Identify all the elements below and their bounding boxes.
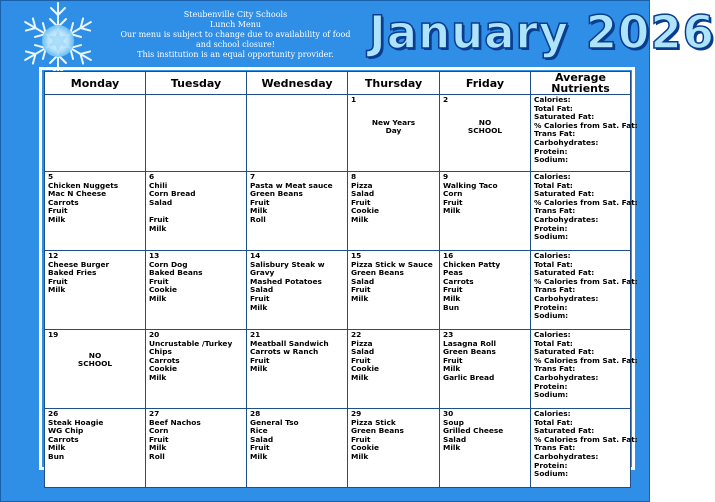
nutrient-label: Trans Fat: [534,129,576,139]
menu-item: Cheese Burger [48,259,110,269]
day-number: 14 [250,251,261,260]
day-cell-tuesday [146,409,247,488]
nutrient-label: Protein: [534,223,568,233]
menu-item: Cookie [351,364,380,374]
nutrient-label: Protein: [534,460,568,470]
menu-item: Rice [250,426,268,436]
day-cell-tuesday [146,172,247,251]
day-cell-friday [440,95,531,172]
nutrients-cell [531,95,638,172]
menu-item: Fruit [250,355,270,365]
nutrient-label: Trans Fat: [534,443,576,453]
menu-item: Chili [149,180,168,190]
day-cell-friday [440,409,531,488]
menu-item: Fruit [149,434,169,444]
menu-item: Milk [443,443,461,453]
day-cell-monday [45,95,146,172]
nutrients-cell [531,409,638,488]
nutrient-label: Sodium: [534,469,569,479]
day-cell-friday [440,172,531,251]
day-number: 15 [351,251,362,260]
menu-item: General Tso [250,417,299,427]
nutrient-label: Protein: [534,302,568,312]
nutrient-label: Saturated Fat: [534,347,595,357]
menu-item: Fruit [351,285,371,295]
menu-item: Fruit [443,285,463,295]
menu-item: Pizza [351,180,373,190]
day-cell-wednesday [247,330,348,409]
day-number: 1 [351,95,357,104]
menu-item: Fruit [443,197,463,207]
menu-item: Green Beans [250,189,303,199]
nutrient-label: Total Fat: [534,103,573,113]
menu-item: Milk [443,206,461,216]
menu-item: Milk [48,214,66,224]
menu-item: Cookie [149,364,178,374]
column-header-friday: Friday [440,72,531,95]
nutrient-label: Total Fat: [534,180,573,190]
menu-item: Green Beans [443,347,496,357]
menu-item: Pizza Stick w Sauce [351,259,433,269]
menu-item: Baked Fries [48,268,97,278]
menu-item: Salad [250,434,274,444]
column-header-wednesday: Wednesday [247,72,348,95]
nutrient-label: % Calories from Sat. Fat: [534,197,638,207]
day-note: New Years Day [371,117,416,136]
menu-item: Milk [443,364,461,374]
day-cell-friday [440,251,531,330]
menu-item: Green Beans [351,426,404,436]
menu-item: Salisbury Steak w [250,259,325,269]
menu-item: Walking Taco [443,180,498,190]
nutrient-label: Carbohydrates: [534,293,599,303]
menu-item: Pasta w Meat sauce [250,180,333,190]
menu-item: Carrots [48,197,79,207]
day-number: 16 [443,251,454,260]
day-cell-wednesday [247,95,348,172]
menu-item: Mashed Potatoes [250,276,322,286]
menu-item: Bun [443,302,460,312]
nutrient-label: Sodium: [534,311,569,321]
menu-item: Pizza Stick [351,417,396,427]
menu-item: Carrots w Ranch [250,347,319,357]
menu-item: Fruit [351,355,371,365]
menu-label: Lunch Menu [209,20,262,29]
menu-item: Milk [48,443,66,453]
menu-item: Fruit [250,197,270,207]
nutrients-cell [531,251,638,330]
menu-item: Bun [48,451,65,461]
menu-item: Soup [443,417,464,427]
district-name: Steubenville City Schools [183,10,288,19]
column-header-thursday: Thursday [348,72,440,95]
menu-item: Pizza [351,338,373,348]
nutrient-label: Calories: [534,172,571,181]
menu-item: Corn Bread [149,189,196,199]
nutrient-label: Protein: [534,381,568,391]
day-number: 22 [351,330,362,339]
nutrient-label: Carbohydrates: [534,451,599,461]
day-cell-monday [45,330,146,409]
day-cell-thursday [348,409,440,488]
menu-item: Milk [250,451,268,461]
menu-item: Gravy [250,268,275,278]
day-number: 13 [149,251,160,260]
menu-item: Lasagna Roll [443,338,497,348]
nutrient-label: Trans Fat: [534,285,576,295]
nutrient-label: % Calories from Sat. Fat: [534,120,638,130]
menu-item: Milk [250,302,268,312]
header-notes [113,10,358,60]
menu-item: WG Chip [48,426,84,436]
day-cell-thursday [348,95,440,172]
menu-item: Carrots [443,276,474,286]
day-cell-wednesday [247,172,348,251]
menu-item: Fruit [443,355,463,365]
nutrient-label: Saturated Fat: [534,189,595,199]
menu-item: Fruit [48,276,68,286]
nutrient-label: Saturated Fat: [534,112,595,122]
nutrient-label: Sodium: [534,155,569,165]
menu-item: Milk [149,372,167,382]
menu-item: Baked Beans [149,268,203,278]
menu-item: Cookie [149,285,178,295]
nutrient-label: Total Fat: [534,259,573,269]
nutrient-label: Total Fat: [534,338,573,348]
nutrients-cell [531,330,638,409]
nutrient-label: Carbohydrates: [534,214,599,224]
menu-item: Milk [48,285,66,295]
nutrient-label: Trans Fat: [534,364,576,374]
menu-item: Roll [149,451,165,461]
day-cell-monday [45,251,146,330]
day-number: 21 [250,330,261,339]
menu-item: Steak Hoagie [48,417,104,427]
menu-item: Salad [149,197,173,207]
menu-item: Beef Nachos [149,417,201,427]
week-row [45,95,631,172]
menu-item: Milk [149,293,167,303]
nutrient-label: Sodium: [534,390,569,400]
menu-item: Meatball Sandwich [250,338,329,348]
column-header-tuesday: Tuesday [146,72,247,95]
menu-item: Milk [149,443,167,453]
menu-item: Mac N Cheese [48,189,107,199]
day-number: 7 [250,172,256,181]
day-cell-wednesday [247,251,348,330]
menu-item: Carrots [48,434,79,444]
menu-item: Milk [351,293,369,303]
nutrient-label: Carbohydrates: [534,137,599,147]
week-row [45,251,631,330]
day-number: 30 [443,409,454,418]
nutrient-label: Sodium: [534,232,569,242]
menu-item: Green Beans [351,268,404,278]
menu-item: Carrots [149,355,180,365]
menu-item: Fruit [48,206,68,216]
day-number: 2 [443,95,449,104]
week-row [45,172,631,251]
menu-item: Corn Dog [149,259,188,269]
menu-item: Milk [149,223,167,233]
day-number: 29 [351,409,362,418]
menu-item: Fruit [250,443,270,453]
nutrient-label: Saturated Fat: [534,426,595,436]
day-number: 23 [443,330,454,339]
day-number: 8 [351,172,357,181]
nutrient-label: Saturated Fat: [534,268,595,278]
menu-item: Corn [149,426,169,436]
menu-item: Fruit [351,197,371,207]
menu-item: Corn [443,189,463,199]
nutrient-label: Calories: [534,409,571,418]
menu-item: Uncrustable /Turkey [149,338,233,348]
nutrients-cell [531,172,638,251]
day-number: 9 [443,172,449,181]
menu-item: Milk [443,293,461,303]
menu-item: Fruit [351,434,371,444]
day-number: 12 [48,251,59,260]
month-title: January 2026 [369,6,715,59]
menu-item: Milk [351,451,369,461]
equal-opportunity-notice: This institution is an equal opportunity provider. [137,50,334,59]
menu-item: Salad [443,434,467,444]
day-cell-wednesday [247,409,348,488]
day-note: NO SCHOOL [77,350,113,369]
menu-item: Cookie [351,206,380,216]
nutrient-label: % Calories from Sat. Fat: [534,355,638,365]
day-number: 6 [149,172,155,181]
day-cell-tuesday [146,251,247,330]
day-cell-tuesday [146,95,247,172]
week-row [45,330,631,409]
week-row [45,409,631,488]
menu-item: Roll [250,214,266,224]
day-number: 20 [149,330,160,339]
nutrient-label: Calories: [534,251,571,260]
menu-item: Milk [351,372,369,382]
menu-item: Salad [351,347,375,357]
menu-item: Milk [250,206,268,216]
nutrient-label: Carbohydrates: [534,372,599,382]
day-cell-thursday [348,172,440,251]
menu-item: Fruit [250,293,270,303]
menu-calendar [44,71,638,488]
menu-item: Milk [351,214,369,224]
day-cell-friday [440,330,531,409]
menu-item: Chips [149,347,172,357]
day-cell-thursday [348,330,440,409]
day-cell-thursday [348,251,440,330]
menu-item: Cookie [351,443,380,453]
day-number: 19 [48,330,59,339]
day-cell-monday [45,172,146,251]
day-number: 26 [48,409,59,418]
day-number: 28 [250,409,261,418]
menu-item: Garlic Bread [443,372,495,382]
menu-item: Salad [351,189,375,199]
weekday-header-row [45,72,631,95]
menu-item: Peas [443,268,463,278]
day-cell-monday [45,409,146,488]
nutrient-label: Protein: [534,146,568,156]
nutrient-label: Calories: [534,95,571,104]
menu-item: Grilled Cheese [443,426,504,436]
day-note: NO SCHOOL [467,117,503,136]
nutrient-label: Calories: [534,330,571,339]
menu-item: Milk [250,364,268,374]
day-cell-tuesday [146,330,247,409]
menu-item: Chicken Patty [443,259,501,269]
nutrient-label: Trans Fat: [534,206,576,216]
nutrient-label: Total Fat: [534,417,573,427]
nutrient-label: % Calories from Sat. Fat: [534,276,638,286]
day-number: 5 [48,172,54,181]
column-header-monday: Monday [45,72,146,95]
day-number: 27 [149,409,160,418]
menu-item: Salad [351,276,375,286]
change-notice: Our menu is subject to change due to availability of food and school closure! [120,30,351,49]
menu-item: Salad [250,285,274,295]
menu-item: Chicken Nuggets [48,180,119,190]
column-header-average-nutrients: Average Nutrients [531,72,631,95]
menu-item: Fruit [149,276,169,286]
menu-item: Fruit [149,214,169,224]
nutrient-label: % Calories from Sat. Fat: [534,434,638,444]
